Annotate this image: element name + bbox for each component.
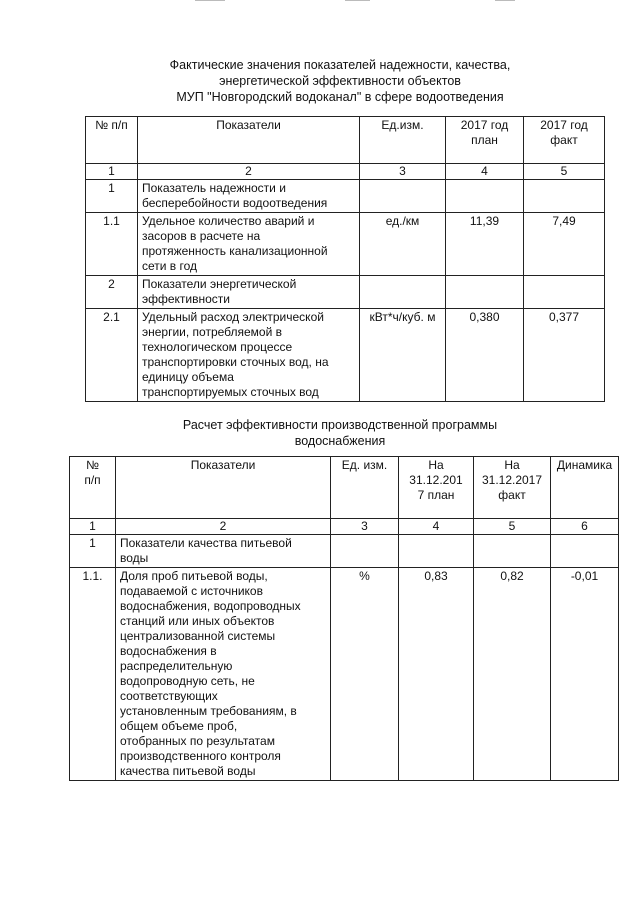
row-fact: 0,82	[474, 568, 551, 781]
row-num: 1	[86, 180, 138, 213]
header-num: № п/п	[86, 117, 138, 164]
header-num: № п/п	[70, 457, 116, 519]
section1-title-line: МУП "Новгородский водоканал" в сфере водоотведения	[176, 90, 504, 104]
index-cell: 1	[70, 519, 116, 535]
row-plan	[446, 180, 524, 213]
index-cell: 4	[399, 519, 474, 535]
row-num: 1	[70, 535, 116, 568]
table-row	[86, 309, 605, 402]
header-plan: На 31.12.201 7 план	[399, 457, 474, 519]
row-indicator: Показатели энергетической эффективности	[138, 276, 360, 309]
row-unit	[360, 276, 446, 309]
header-unit: Ед.изм.	[360, 117, 446, 164]
table-row	[86, 276, 605, 309]
row-plan: 11,39	[446, 213, 524, 276]
row-plan	[399, 535, 474, 568]
section1-title	[140, 57, 540, 105]
section2-title-line: водоснабжения	[294, 434, 386, 448]
row-fact: 0,377	[524, 309, 605, 402]
index-cell: 1	[86, 164, 138, 180]
header-unit: Ед. изм.	[331, 457, 399, 519]
reliability-table	[85, 116, 605, 402]
row-num: 2	[86, 276, 138, 309]
header-indicator: Показатели	[138, 117, 360, 164]
header-fact: На 31.12.2017 факт	[474, 457, 551, 519]
section1-title-line: энергетической эффективности объектов	[219, 74, 461, 88]
row-indicator: Удельный расход электрической энергии, потребляемой в технологическом процессе транспортировки сточных вод, на единицу объема транспортируемых сточных вод	[138, 309, 360, 402]
section1-title-line: Фактические значения показателей надежности, качества,	[169, 58, 511, 72]
row-fact	[524, 180, 605, 213]
row-num: 1.1	[86, 213, 138, 276]
table-row	[86, 180, 605, 213]
row-indicator: Удельное количество аварий и засоров в расчете на протяженность канализационной сети в год	[138, 213, 360, 276]
section2-title-line: Расчет эффективности производственной программы	[182, 418, 498, 432]
row-fact: 7,49	[524, 213, 605, 276]
row-num: 2.1	[86, 309, 138, 402]
index-cell: 3	[360, 164, 446, 180]
index-cell: 3	[331, 519, 399, 535]
index-cell: 2	[138, 164, 360, 180]
row-fact	[474, 535, 551, 568]
header-plan: 2017 год план	[446, 117, 524, 164]
header-indicator: Показатели	[116, 457, 331, 519]
row-num: 1.1.	[70, 568, 116, 781]
row-dynamics: -0,01	[551, 568, 619, 781]
efficiency-table	[69, 456, 619, 781]
row-fact	[524, 276, 605, 309]
scan-marks	[0, 0, 640, 6]
row-unit: ед./км	[360, 213, 446, 276]
row-plan	[446, 276, 524, 309]
table-row	[70, 535, 619, 568]
row-unit	[360, 180, 446, 213]
row-plan: 0,83	[399, 568, 474, 781]
row-indicator: Доля проб питьевой воды, подаваемой с источников водоснабжения, водопроводных станций или иных объектов централизованной системы водоснабжения в распределительную водопроводную сеть, не соответствующих установленным требованиям, в общем объеме проб, отобранных по результатам производственного контроля качества питьевой воды	[116, 568, 331, 781]
header-dynamics: Динамика	[551, 457, 619, 519]
table-index-row	[86, 164, 605, 180]
table-header-row	[70, 457, 619, 519]
index-cell: 2	[116, 519, 331, 535]
row-indicator: Показатели качества питьевой воды	[116, 535, 331, 568]
row-unit: %	[331, 568, 399, 781]
table-row	[70, 568, 619, 781]
index-cell: 5	[524, 164, 605, 180]
row-indicator: Показатель надежности и бесперебойности водоотведения	[138, 180, 360, 213]
index-cell: 6	[551, 519, 619, 535]
table-index-row	[70, 519, 619, 535]
table-row	[86, 213, 605, 276]
row-plan: 0,380	[446, 309, 524, 402]
row-unit	[331, 535, 399, 568]
row-unit: кВт*ч/куб. м	[360, 309, 446, 402]
section2-title	[140, 417, 540, 449]
index-cell: 5	[474, 519, 551, 535]
index-cell: 4	[446, 164, 524, 180]
table-header-row	[86, 117, 605, 164]
row-dynamics	[551, 535, 619, 568]
header-fact: 2017 год факт	[524, 117, 605, 164]
